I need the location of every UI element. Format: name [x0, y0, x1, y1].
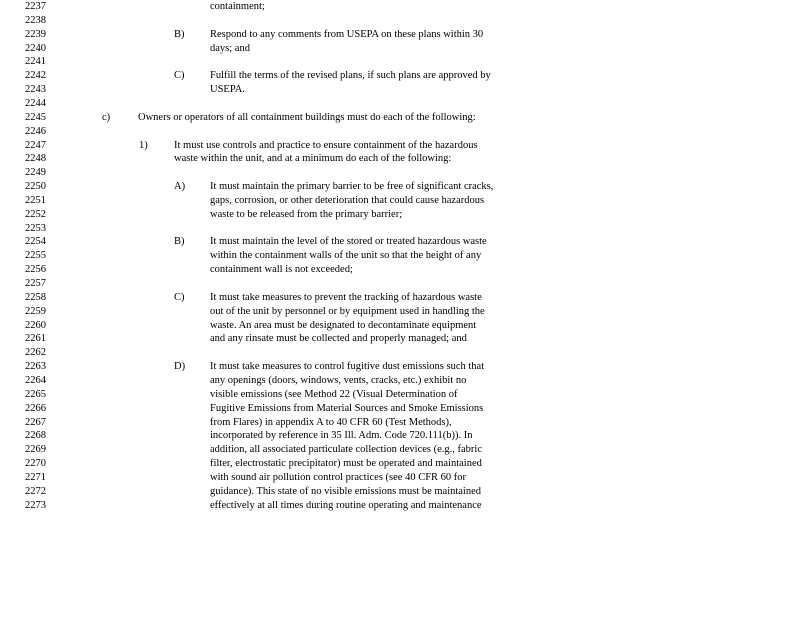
item-label: 1) [139, 139, 148, 151]
document-line [0, 416, 800, 430]
line-text: Owners or operators of all containment buildings must do each of the following: [138, 111, 476, 123]
document-line [0, 42, 800, 56]
document-line [0, 346, 800, 360]
document-line [0, 457, 800, 471]
line-number: 2266 [25, 402, 46, 414]
document-line [0, 222, 800, 236]
document-line [0, 360, 800, 374]
line-number: 2238 [25, 14, 46, 26]
line-number: 2254 [25, 236, 46, 248]
line-number: 2261 [25, 333, 46, 345]
line-number: 2243 [25, 84, 46, 96]
document-line [0, 429, 800, 443]
line-text: waste. An area must be designated to decontaminate equipment [210, 319, 477, 331]
line-number: 2242 [25, 70, 46, 82]
item-label: B) [174, 236, 185, 248]
line-number: 2256 [25, 264, 46, 276]
line-number: 2240 [25, 42, 46, 54]
line-number: 2260 [25, 319, 46, 331]
line-text: It must maintain the level of the stored or treated hazardous waste [210, 236, 487, 248]
document-line [0, 83, 800, 97]
line-number: 2239 [25, 28, 46, 40]
document-line [0, 485, 800, 499]
line-number: 2255 [25, 250, 46, 262]
document-line [0, 111, 800, 125]
document-line [0, 332, 800, 346]
document-line [0, 194, 800, 208]
line-number: 2244 [25, 97, 46, 109]
item-label: C) [174, 291, 185, 303]
line-number: 2265 [25, 388, 46, 400]
line-text: from Flares) in appendix A to 40 CFR 60 (Test Methods), [210, 416, 452, 428]
line-number: 2273 [25, 499, 46, 511]
line-text: and any rinsate must be collected and properly managed; and [210, 333, 467, 345]
line-text: with sound air pollution control practices (see 40 CFR 60 for [210, 471, 467, 483]
line-number: 2250 [25, 181, 46, 193]
line-text: gaps, corrosion, or other deterioration that could cause hazardous [210, 194, 485, 206]
document-line [0, 0, 800, 14]
item-label: D) [174, 361, 186, 373]
line-number: 2263 [25, 361, 46, 373]
line-text: It must take measures to prevent the tracking of hazardous waste [210, 291, 482, 303]
document-line [0, 388, 800, 402]
line-text: days; and [210, 42, 250, 54]
line-number: 2267 [25, 416, 46, 428]
document-line [0, 249, 800, 263]
line-text: It must use controls and practice to ensure containment of the hazardous [174, 139, 478, 151]
line-text: addition, all associated particulate collection devices (e.g., fabric [210, 444, 483, 456]
line-number: 2251 [25, 194, 46, 206]
line-number: 2259 [25, 305, 46, 317]
document-line [0, 55, 800, 69]
document-line [0, 402, 800, 416]
document-line [0, 97, 800, 111]
line-text: Respond to any comments from USEPA on these plans within 30 [210, 28, 484, 40]
line-number: 2257 [25, 278, 46, 289]
item-label: A) [174, 181, 186, 193]
line-text: visible emissions (see Method 22 (Visual Determination of [210, 388, 458, 400]
document-line [0, 319, 800, 333]
document-line [0, 208, 800, 222]
document-line [0, 28, 800, 42]
document-line [0, 139, 800, 153]
document-line [0, 180, 800, 194]
document-line [0, 235, 800, 249]
line-number: 2258 [25, 291, 46, 303]
line-text: containment; [210, 1, 265, 12]
line-text: Fugitive Emissions from Material Sources and Smoke Emissions [210, 402, 484, 414]
document-line [0, 69, 800, 83]
document-line [0, 374, 800, 388]
line-number: 2249 [25, 167, 46, 179]
line-text: waste within the unit, and at a minimum do each of the following: [174, 153, 452, 165]
document-line [0, 305, 800, 319]
document-line [0, 263, 800, 277]
line-text: containment wall is not exceeded; [210, 264, 353, 276]
line-number: 2247 [25, 139, 46, 151]
document-line [0, 14, 800, 28]
line-number: 2262 [25, 347, 46, 359]
line-number: 2272 [25, 485, 46, 497]
line-number: 2253 [25, 222, 46, 234]
document-line [0, 152, 800, 166]
item-label: C) [174, 70, 185, 82]
line-number: 2271 [25, 471, 46, 483]
line-text: any openings (doors, windows, vents, cracks, etc.) exhibit no [210, 374, 467, 386]
line-number: 2268 [25, 430, 46, 442]
line-number: 2269 [25, 444, 46, 456]
line-text: effectively at all times during routine operating and maintenance [210, 499, 482, 511]
document-line [0, 443, 800, 457]
line-text: It must maintain the primary barrier to be free of significant cracks, [210, 181, 494, 193]
line-number: 2248 [25, 153, 46, 165]
line-text: filter, electrostatic precipitator) must be operated and maintained [210, 458, 482, 470]
item-label: c) [102, 111, 111, 123]
line-text: incorporated by reference in 35 Ill. Adm. Code 720.111(b)). In [210, 430, 473, 442]
document-line [0, 277, 800, 291]
document-line [0, 499, 800, 513]
line-text: USEPA. [210, 84, 245, 96]
line-text: Fulfill the terms of the revised plans, if such plans are approved by [210, 70, 491, 82]
document-line [0, 291, 800, 305]
line-text: It must take measures to control fugitive dust emissions such that [210, 361, 485, 373]
line-number: 2246 [25, 125, 46, 137]
line-number: 2270 [25, 458, 46, 470]
line-number: 2245 [25, 111, 46, 123]
line-number: 2252 [25, 208, 46, 220]
line-text: guidance). This state of no visible emissions must be maintained [210, 485, 482, 497]
document-line [0, 125, 800, 139]
line-text: out of the unit by personnel or by equipment used in handling the [210, 305, 485, 317]
document-line [0, 471, 800, 485]
line-text: waste to be released from the primary barrier; [210, 208, 403, 220]
line-number: 2241 [25, 56, 46, 68]
item-label: B) [174, 28, 185, 40]
document-line [0, 166, 800, 180]
line-text: within the containment walls of the unit so that the height of any [210, 250, 482, 262]
line-number: 2264 [25, 374, 46, 386]
line-number: 2237 [25, 1, 46, 12]
